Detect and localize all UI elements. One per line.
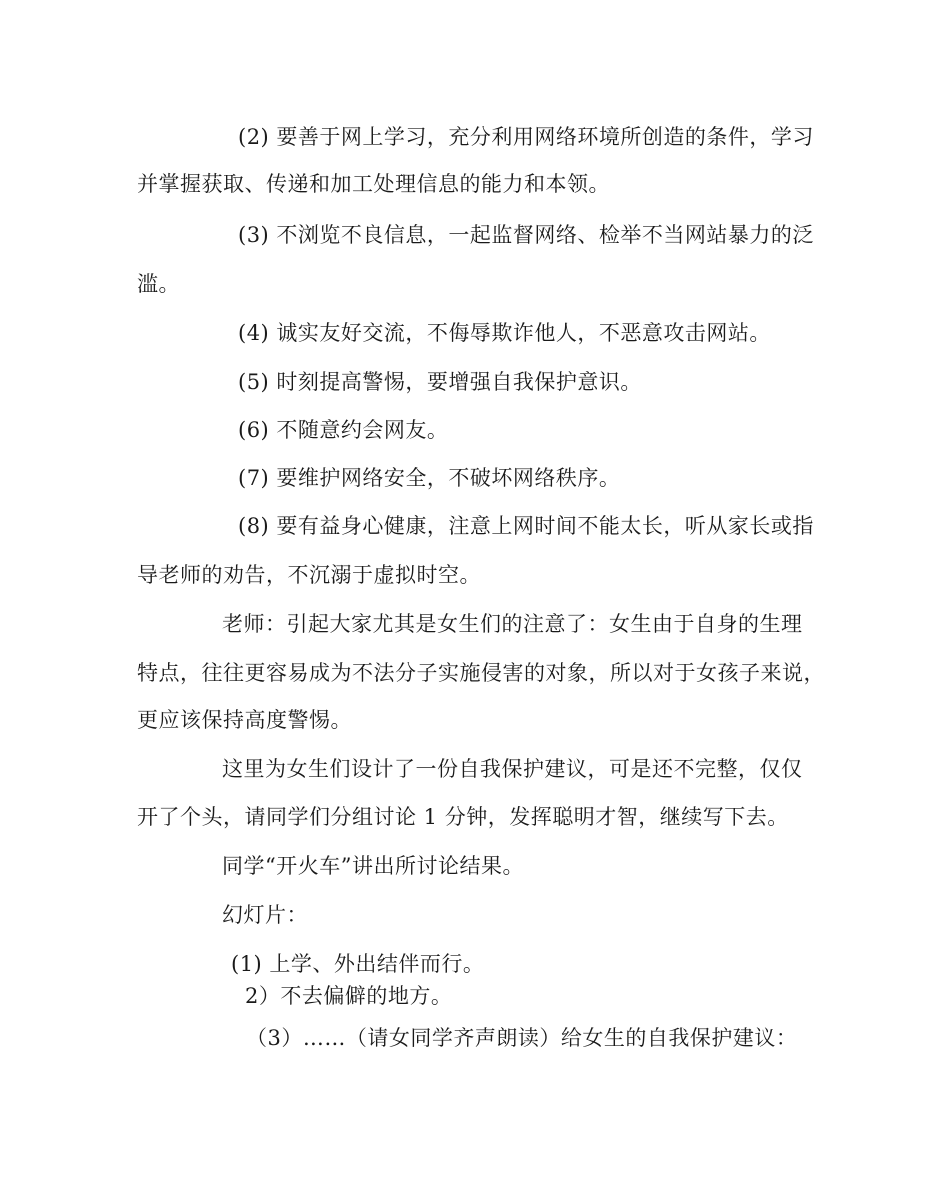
- paragraph-line-suggestion: 这里为女生们设计了一份自我保护建议，可是还不完整，仅仅: [222, 757, 803, 781]
- slide-item-1: (1) 上学、外出结伴而行。: [231, 952, 485, 976]
- paragraph-line-slide-label: 幻灯片：: [222, 903, 308, 927]
- paragraph-line-item-2: (2) 要善于网上学习，充分利用网络环境所创造的条件，学习: [238, 125, 814, 149]
- paragraph-line-item-7: (7) 要维护网络安全，不破坏网络秩序。: [238, 466, 621, 490]
- paragraph-line-item-6: (6) 不随意约会网友。: [238, 418, 449, 442]
- paragraph-line-item-5: (5) 时刻提高警惕，要增强自我保护意识。: [238, 370, 642, 394]
- paragraph-line-item-2-cont: 并掌握获取、传递和加工处理信息的能力和本领。: [137, 172, 610, 196]
- slide-item-2: 2）不去偏僻的地方。: [245, 984, 453, 1008]
- slide-item-3: （3）……（请女同学齐声朗读）给女生的自我保护建议：: [246, 1026, 798, 1050]
- paragraph-line-teacher-cont-2: 更应该保持高度警惕。: [137, 708, 352, 732]
- paragraph-line-item-4: (4) 诚实友好交流，不侮辱欺诈他人，不恶意攻击网站。: [238, 321, 771, 345]
- paragraph-line-suggestion-cont: 开了个头，请同学们分组讨论 1 分钟，发挥聪明才智，继续写下去。: [137, 805, 789, 829]
- paragraph-line-item-3-cont: 滥。: [137, 272, 180, 296]
- paragraph-line-item-3: (3) 不浏览不良信息，一起监督网络、检举不当网站暴力的泛: [238, 223, 814, 247]
- paragraph-line-item-8: (8) 要有益身心健康，注意上网时间不能太长，听从家长或指: [238, 514, 814, 538]
- paragraph-line-train: 同学“开火车”讲出所讨论结果。: [222, 854, 524, 878]
- paragraph-line-teacher: 老师：引起大家尤其是女生们的注意了：女生由于自身的生理: [222, 612, 803, 636]
- paragraph-line-item-8-cont: 导老师的劝告，不沉溺于虚拟时空。: [137, 563, 481, 587]
- paragraph-line-teacher-cont-1: 特点，往往更容易成为不法分子实施侵害的对象，所以对于女孩子来说，: [137, 661, 825, 685]
